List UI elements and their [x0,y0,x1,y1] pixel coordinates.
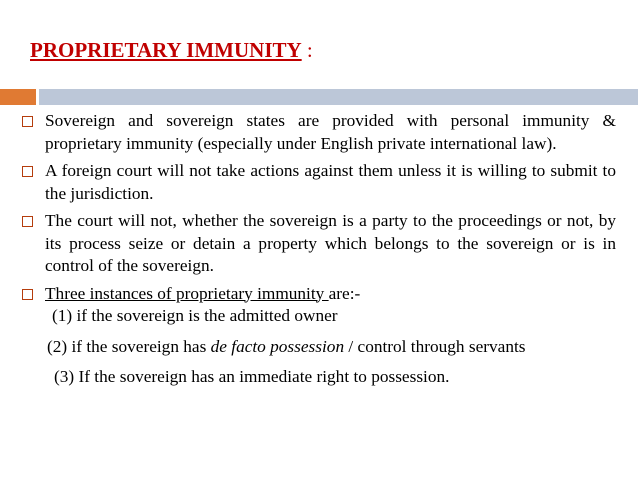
bullet-item [22,110,616,155]
bullet-item [22,210,616,278]
bullet-item [22,160,616,205]
square-bullet-icon [22,216,33,227]
square-bullet-icon [22,116,33,127]
title-text: PROPRIETARY IMMUNITY [30,38,302,62]
bullet-text: Sovereign and sovereign states are provided with personal immunity & proprietary immunity (especially under English private international law). [45,111,616,153]
bullet-text: The court will not, whether the sovereign is a party to the proceedings or not, by its process seize or detain a property which belongs to the sovereign or is in control of the sovereign. [45,211,616,275]
instance-2-text-end: / control through servants [344,336,526,356]
instance-2-text: (2) if the sovereign has [47,336,211,356]
bullet-text: are:- [328,283,361,303]
accent-bar [0,89,36,105]
bullet-text: A foreign court will not take actions against them unless it is willing to submit to the jurisdiction. [45,161,616,203]
bullet-item [22,283,616,306]
instance-1: (1) if the sovereign is the admitted owner [52,306,338,325]
instance-2 [22,328,616,359]
square-bullet-icon [22,166,33,177]
instance-3: (3) If the sovereign has an immediate right to possession. [54,367,450,386]
divider-bar [39,89,638,105]
instance-2-italic: de facto possession [210,336,345,356]
title-colon: : [301,38,313,62]
slide-content [22,110,616,389]
square-bullet-icon [22,289,33,300]
bullet-text-underlined: Three instances of proprietary immunity [45,283,329,303]
slide-title [30,38,313,63]
